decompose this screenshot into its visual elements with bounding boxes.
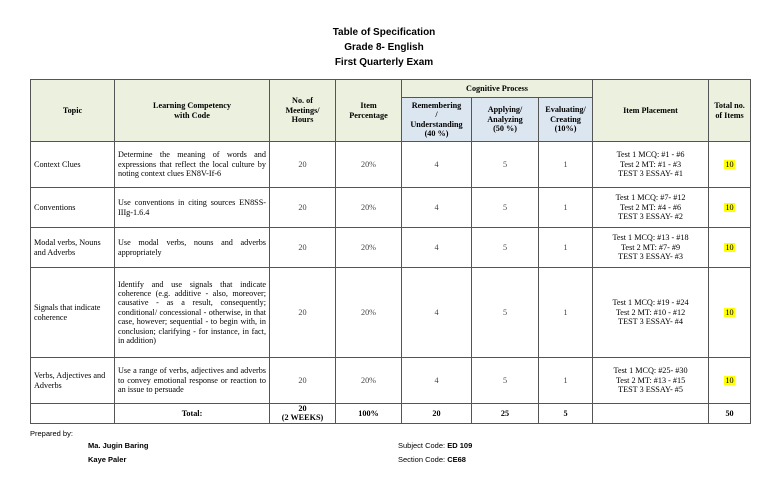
- competency-cell: Identify and use signals that indicate coherence (e.g. additive - also, moreover; causative - as a result, consequently; conditional/ concessional - otherwise, in that case, however; sequential - to begin with, in conclusion; clarifying - for instance, in fact, in addition): [115, 268, 270, 358]
- percentage-cell: 20%: [336, 188, 402, 228]
- total-highlight: 10: [725, 375, 734, 385]
- remembering-cell: 4: [402, 228, 472, 268]
- competency-cell: Determine the meaning of words and expressions that reflect the local culture by noting context clues EN8V-If-6: [115, 142, 270, 188]
- applying-cell: 5: [472, 358, 539, 404]
- total-cell: [709, 142, 751, 188]
- header-remembering: Remembering / Understanding (40 %): [402, 98, 472, 142]
- header-percentage: Item Percentage: [336, 80, 402, 142]
- doc-grade: Grade 8- English: [344, 42, 424, 53]
- competency-cell: Use modal verbs, nouns and adverbs appropriately: [115, 228, 270, 268]
- percentage-cell: 20%: [336, 228, 402, 268]
- meetings-cell: 20: [270, 358, 336, 404]
- topic-cell: Context Clues: [31, 142, 115, 188]
- meetings-cell: 20: [270, 188, 336, 228]
- total-highlight: 10: [725, 159, 734, 169]
- totals-applying: 25: [472, 404, 539, 424]
- placement-cell: Test 1 MCQ: #1 - #6 Test 2 MT: #1 - #3 TEST 3 ESSAY- #1: [593, 142, 709, 188]
- totals-items: 50: [709, 404, 751, 424]
- total-highlight: 10: [725, 242, 734, 252]
- preparer-name-2: Kaye Paler: [88, 455, 127, 464]
- header-item-placement: Item Placement: [593, 80, 709, 142]
- header-competency: Learning Competency with Code: [115, 80, 270, 142]
- remembering-cell: 4: [402, 358, 472, 404]
- section-code: Section Code: CE68: [398, 455, 466, 464]
- total-cell: [709, 188, 751, 228]
- meetings-cell: 20: [270, 142, 336, 188]
- totals-blank-cell: [31, 404, 115, 424]
- percentage-cell: 20%: [336, 268, 402, 358]
- prepared-by-label: Prepared by:: [30, 429, 73, 438]
- applying-cell: 5: [472, 268, 539, 358]
- applying-cell: 5: [472, 228, 539, 268]
- doc-title: Table of Specification: [332, 27, 436, 38]
- totals-remembering: 20: [402, 404, 472, 424]
- table-row: [31, 268, 751, 358]
- remembering-cell: 4: [402, 142, 472, 188]
- totals-percentage: 100%: [336, 404, 402, 424]
- evaluating-cell: 1: [539, 142, 593, 188]
- topic-cell: Modal verbs, Nouns and Adverbs: [31, 228, 115, 268]
- header-meetings: No. of Meetings/ Hours: [270, 80, 336, 142]
- totals-label: Total:: [115, 404, 270, 424]
- evaluating-cell: 1: [539, 188, 593, 228]
- topic-cell: Signals that indicate coherence: [31, 268, 115, 358]
- doc-exam: First Quarterly Exam: [334, 57, 434, 68]
- header-total-items: Total no. of Items: [709, 80, 751, 142]
- table-row: [31, 228, 751, 268]
- subject-code: Subject Code: ED 109: [398, 441, 473, 450]
- totals-row: [31, 404, 751, 424]
- totals-evaluating: 5: [539, 404, 593, 424]
- header-applying: Applying/ Analyzing (50 %): [472, 98, 539, 142]
- preparer-name-1: Ma. Jugin Baring: [88, 441, 149, 450]
- competency-cell: Use conventions in citing sources EN8SS-IIIg-1.6.4: [115, 188, 270, 228]
- remembering-cell: 4: [402, 188, 472, 228]
- applying-cell: 5: [472, 188, 539, 228]
- total-cell: [709, 228, 751, 268]
- evaluating-cell: 1: [539, 358, 593, 404]
- placement-cell: Test 1 MCQ: #7- #12 Test 2 MT: #4 - #6 TEST 3 ESSAY- #2: [593, 188, 709, 228]
- total-cell: [709, 268, 751, 358]
- topic-cell: Verbs, Adjectives and Adverbs: [31, 358, 115, 404]
- evaluating-cell: 1: [539, 268, 593, 358]
- total-highlight: 10: [725, 307, 734, 317]
- table-row: [31, 188, 751, 228]
- specification-table: [30, 79, 751, 424]
- placement-cell: Test 1 MCQ: #25- #30 Test 2 MT: #13 - #15 TEST 3 ESSAY- #5: [593, 358, 709, 404]
- placement-cell: Test 1 MCQ: #13 - #18 Test 2 MT: #7- #9 TEST 3 ESSAY- #3: [593, 228, 709, 268]
- totals-meetings: 20 (2 WEEKS): [270, 404, 336, 424]
- total-highlight: 10: [725, 202, 734, 212]
- topic-cell: Conventions: [31, 188, 115, 228]
- percentage-cell: 20%: [336, 142, 402, 188]
- remembering-cell: 4: [402, 268, 472, 358]
- header-cognitive-process: Cognitive Process: [402, 80, 593, 98]
- header-topic: Topic: [31, 80, 115, 142]
- percentage-cell: 20%: [336, 358, 402, 404]
- totals-placement: [593, 404, 709, 424]
- placement-cell: Test 1 MCQ: #19 - #24 Test 2 MT: #10 - #12 TEST 3 ESSAY- #4: [593, 268, 709, 358]
- table-row: [31, 142, 751, 188]
- meetings-cell: 20: [270, 228, 336, 268]
- applying-cell: 5: [472, 142, 539, 188]
- competency-cell: Use a range of verbs, adjectives and adverbs to convey emotional response or reaction to an issue to persuade: [115, 358, 270, 404]
- header-evaluating: Evaluating/ Creating (10%): [539, 98, 593, 142]
- total-cell: [709, 358, 751, 404]
- evaluating-cell: 1: [539, 228, 593, 268]
- table-row: [31, 358, 751, 404]
- meetings-cell: 20: [270, 268, 336, 358]
